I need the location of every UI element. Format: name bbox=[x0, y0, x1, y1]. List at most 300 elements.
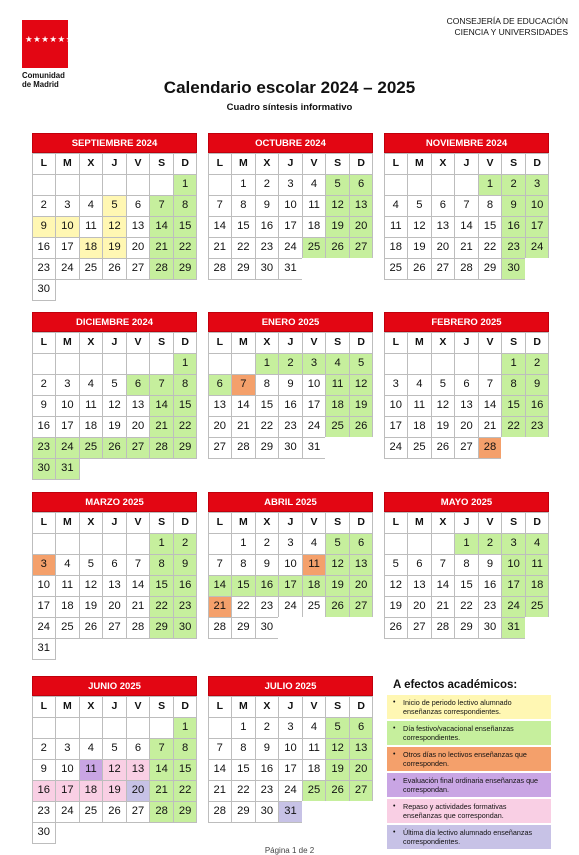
empty-day-cell bbox=[407, 533, 432, 555]
month-calendar bbox=[384, 492, 549, 638]
day-cell: 28 bbox=[149, 437, 174, 459]
bullet-icon: • bbox=[393, 751, 396, 758]
day-cell: 13 bbox=[126, 216, 151, 238]
day-cell: 11 bbox=[55, 575, 80, 597]
weekday-header: X bbox=[255, 153, 280, 175]
day-cell: 10 bbox=[278, 554, 303, 576]
day-cell: 8 bbox=[149, 554, 174, 576]
day-cell: 19 bbox=[79, 596, 104, 618]
empty-day-cell bbox=[302, 258, 327, 280]
day-cell: 26 bbox=[325, 596, 350, 618]
day-cell: 22 bbox=[231, 780, 256, 802]
day-cell: 21 bbox=[478, 416, 503, 438]
day-cell: 15 bbox=[173, 395, 198, 417]
empty-day-cell bbox=[208, 533, 233, 555]
weekday-header: J bbox=[278, 153, 303, 175]
day-cell: 1 bbox=[149, 533, 174, 555]
month-grid bbox=[384, 153, 549, 279]
day-cell: 23 bbox=[525, 416, 550, 438]
day-cell: 31 bbox=[501, 617, 526, 639]
day-cell: 15 bbox=[173, 759, 198, 781]
legend-title: A efectos académicos: bbox=[393, 679, 518, 691]
day-cell: 29 bbox=[173, 258, 198, 280]
day-cell: 24 bbox=[525, 237, 550, 259]
day-cell: 17 bbox=[525, 216, 550, 238]
month-grid bbox=[208, 512, 373, 638]
weekday-header: J bbox=[102, 696, 127, 718]
legend-item bbox=[387, 747, 551, 771]
empty-day-cell bbox=[501, 437, 526, 459]
day-cell: 21 bbox=[208, 237, 233, 259]
weekday-header: X bbox=[255, 332, 280, 354]
day-cell: 6 bbox=[102, 554, 127, 576]
day-cell: 27 bbox=[431, 258, 456, 280]
empty-day-cell bbox=[55, 717, 80, 739]
day-cell: 8 bbox=[255, 374, 280, 396]
day-cell: 18 bbox=[302, 575, 327, 597]
bullet-icon: • bbox=[393, 777, 396, 784]
logo-text-line2: de Madrid bbox=[22, 80, 59, 89]
day-cell: 17 bbox=[501, 575, 526, 597]
day-cell: 10 bbox=[32, 575, 57, 597]
day-cell: 15 bbox=[231, 575, 256, 597]
day-cell: 8 bbox=[173, 195, 198, 217]
day-cell: 2 bbox=[255, 717, 280, 739]
logo-stars-icon: ★★★★★★★ bbox=[25, 34, 82, 44]
day-cell: 12 bbox=[407, 216, 432, 238]
day-cell: 27 bbox=[349, 780, 374, 802]
day-cell: 2 bbox=[478, 533, 503, 555]
weekday-header: L bbox=[384, 512, 409, 534]
weekday-header: L bbox=[208, 512, 233, 534]
day-cell: 28 bbox=[126, 617, 151, 639]
day-cell: 6 bbox=[454, 374, 479, 396]
day-cell: 18 bbox=[79, 237, 104, 259]
day-cell: 14 bbox=[126, 575, 151, 597]
day-cell: 19 bbox=[349, 395, 374, 417]
empty-day-cell bbox=[454, 174, 479, 196]
weekday-header: M bbox=[55, 696, 80, 718]
month-grid bbox=[32, 512, 197, 659]
empty-day-cell bbox=[32, 533, 57, 555]
weekday-header: X bbox=[79, 153, 104, 175]
day-cell: 3 bbox=[278, 533, 303, 555]
day-cell: 27 bbox=[126, 801, 151, 823]
month-title: OCTUBRE 2024 bbox=[208, 133, 373, 153]
day-cell: 10 bbox=[278, 195, 303, 217]
day-cell: 4 bbox=[325, 353, 350, 375]
day-cell: 21 bbox=[231, 416, 256, 438]
empty-day-cell bbox=[525, 258, 550, 280]
day-cell: 20 bbox=[454, 416, 479, 438]
day-cell: 9 bbox=[501, 195, 526, 217]
weekday-header: V bbox=[126, 512, 151, 534]
day-cell: 13 bbox=[126, 759, 151, 781]
day-cell: 27 bbox=[126, 258, 151, 280]
weekday-header: D bbox=[349, 153, 374, 175]
day-cell: 31 bbox=[32, 638, 57, 660]
month-title: MAYO 2025 bbox=[384, 492, 549, 512]
day-cell: 16 bbox=[32, 237, 57, 259]
day-cell: 12 bbox=[325, 195, 350, 217]
day-cell: 1 bbox=[231, 533, 256, 555]
month-title: DICIEMBRE 2024 bbox=[32, 312, 197, 332]
month-calendar bbox=[32, 133, 197, 300]
day-cell: 28 bbox=[208, 617, 233, 639]
day-cell: 24 bbox=[55, 258, 80, 280]
month-title: NOVIEMBRE 2024 bbox=[384, 133, 549, 153]
day-cell: 22 bbox=[231, 596, 256, 618]
day-cell: 5 bbox=[325, 174, 350, 196]
day-cell: 4 bbox=[302, 533, 327, 555]
day-cell: 8 bbox=[478, 195, 503, 217]
day-cell: 27 bbox=[102, 617, 127, 639]
day-cell: 12 bbox=[325, 554, 350, 576]
legend-item bbox=[387, 721, 551, 745]
day-cell: 25 bbox=[325, 416, 350, 438]
weekday-header: J bbox=[102, 332, 127, 354]
day-cell: 9 bbox=[173, 554, 198, 576]
day-cell: 17 bbox=[55, 237, 80, 259]
weekday-header: V bbox=[126, 332, 151, 354]
weekday-header: S bbox=[501, 512, 526, 534]
weekday-header: L bbox=[384, 332, 409, 354]
day-cell: 19 bbox=[102, 780, 127, 802]
day-cell: 20 bbox=[102, 596, 127, 618]
month-calendar bbox=[32, 492, 197, 659]
day-cell: 31 bbox=[278, 258, 303, 280]
day-cell: 22 bbox=[231, 237, 256, 259]
day-cell: 16 bbox=[32, 780, 57, 802]
day-cell: 25 bbox=[55, 617, 80, 639]
empty-day-cell bbox=[126, 174, 151, 196]
day-cell: 30 bbox=[255, 801, 280, 823]
month-calendar bbox=[32, 312, 197, 479]
weekday-header: D bbox=[525, 332, 550, 354]
day-cell: 26 bbox=[431, 437, 456, 459]
weekday-header: L bbox=[32, 696, 57, 718]
empty-day-cell bbox=[208, 174, 233, 196]
legend-item-text: Evaluación final ordinaria enseñanzas que correspondan. bbox=[403, 776, 539, 794]
bullet-icon: • bbox=[393, 699, 396, 706]
day-cell: 28 bbox=[149, 258, 174, 280]
day-cell: 11 bbox=[325, 374, 350, 396]
weekday-header: S bbox=[501, 153, 526, 175]
empty-day-cell bbox=[208, 717, 233, 739]
weekday-header: S bbox=[149, 332, 174, 354]
day-cell: 16 bbox=[255, 759, 280, 781]
day-cell: 2 bbox=[278, 353, 303, 375]
empty-day-cell bbox=[384, 533, 409, 555]
day-cell: 10 bbox=[55, 216, 80, 238]
day-cell: 13 bbox=[349, 554, 374, 576]
weekday-header: J bbox=[102, 512, 127, 534]
day-cell: 19 bbox=[102, 237, 127, 259]
day-cell: 1 bbox=[173, 717, 198, 739]
legend-item-text: Otros días no lectivos enseñanzas que corresponden. bbox=[403, 750, 527, 768]
day-cell: 26 bbox=[325, 780, 350, 802]
day-cell: 1 bbox=[255, 353, 280, 375]
day-cell: 27 bbox=[407, 617, 432, 639]
day-cell: 29 bbox=[231, 801, 256, 823]
month-title: JULIO 2025 bbox=[208, 676, 373, 696]
day-cell: 24 bbox=[384, 437, 409, 459]
empty-day-cell bbox=[55, 353, 80, 375]
day-cell: 23 bbox=[255, 596, 280, 618]
day-cell: 3 bbox=[501, 533, 526, 555]
day-cell: 2 bbox=[255, 174, 280, 196]
weekday-header: M bbox=[407, 332, 432, 354]
day-cell: 3 bbox=[384, 374, 409, 396]
day-cell: 1 bbox=[231, 174, 256, 196]
day-cell: 20 bbox=[349, 759, 374, 781]
day-cell: 14 bbox=[208, 575, 233, 597]
day-cell: 18 bbox=[55, 596, 80, 618]
weekday-header: J bbox=[278, 696, 303, 718]
day-cell: 5 bbox=[431, 374, 456, 396]
page-footer: Página 1 de 2 bbox=[264, 846, 315, 855]
day-cell: 17 bbox=[55, 416, 80, 438]
day-cell: 11 bbox=[525, 554, 550, 576]
empty-day-cell bbox=[325, 617, 350, 639]
day-cell: 15 bbox=[231, 216, 256, 238]
day-cell: 3 bbox=[55, 195, 80, 217]
day-cell: 7 bbox=[149, 195, 174, 217]
day-cell: 3 bbox=[32, 554, 57, 576]
weekday-header: V bbox=[302, 696, 327, 718]
day-cell: 14 bbox=[149, 395, 174, 417]
weekday-header: L bbox=[208, 153, 233, 175]
day-cell: 25 bbox=[302, 596, 327, 618]
legend-items bbox=[387, 695, 551, 849]
day-cell: 20 bbox=[126, 237, 151, 259]
month-calendar bbox=[208, 492, 373, 638]
day-cell: 31 bbox=[278, 801, 303, 823]
day-cell: 10 bbox=[278, 738, 303, 760]
day-cell: 23 bbox=[255, 237, 280, 259]
day-cell: 19 bbox=[102, 416, 127, 438]
weekday-header: S bbox=[325, 512, 350, 534]
month-grid bbox=[384, 512, 549, 638]
day-cell: 3 bbox=[55, 374, 80, 396]
empty-day-cell bbox=[126, 717, 151, 739]
weekday-header: J bbox=[454, 512, 479, 534]
weekday-header: L bbox=[32, 512, 57, 534]
day-cell: 4 bbox=[79, 738, 104, 760]
weekday-header: V bbox=[126, 696, 151, 718]
month-grid bbox=[384, 332, 549, 458]
day-cell: 11 bbox=[79, 216, 104, 238]
month-calendar bbox=[384, 312, 549, 458]
day-cell: 22 bbox=[173, 416, 198, 438]
day-cell: 27 bbox=[126, 437, 151, 459]
legend-item bbox=[387, 799, 551, 823]
page-subtitle: Cuadro síntesis informativo bbox=[226, 102, 353, 113]
day-cell: 12 bbox=[384, 575, 409, 597]
empty-day-cell bbox=[32, 353, 57, 375]
day-cell: 4 bbox=[79, 374, 104, 396]
legend-item-text: Día festivo/vacacional enseñanzas correspondientes. bbox=[403, 724, 514, 742]
day-cell: 5 bbox=[384, 554, 409, 576]
empty-day-cell bbox=[302, 617, 327, 639]
weekday-header: V bbox=[126, 153, 151, 175]
day-cell: 6 bbox=[126, 195, 151, 217]
legend-item-text: Inicio de periodo lectivo alumnado enseñanzas correspondientes. bbox=[403, 698, 512, 716]
bullet-icon: • bbox=[393, 829, 396, 836]
day-cell: 3 bbox=[525, 174, 550, 196]
weekday-header: M bbox=[55, 153, 80, 175]
bullet-icon: • bbox=[393, 725, 396, 732]
day-cell: 10 bbox=[384, 395, 409, 417]
day-cell: 19 bbox=[384, 596, 409, 618]
month-grid bbox=[208, 153, 373, 279]
month-grid bbox=[32, 332, 197, 479]
day-cell: 26 bbox=[102, 437, 127, 459]
empty-day-cell bbox=[278, 617, 303, 639]
day-cell: 7 bbox=[149, 738, 174, 760]
legend-item-text: Repaso y actividades formativas enseñanzas que correspondan. bbox=[403, 802, 507, 820]
day-cell: 30 bbox=[278, 437, 303, 459]
empty-day-cell bbox=[325, 258, 350, 280]
day-cell: 23 bbox=[32, 258, 57, 280]
day-cell: 20 bbox=[126, 416, 151, 438]
day-cell: 8 bbox=[231, 195, 256, 217]
day-cell: 7 bbox=[126, 554, 151, 576]
day-cell: 27 bbox=[454, 437, 479, 459]
weekday-header: M bbox=[231, 512, 256, 534]
day-cell: 20 bbox=[349, 216, 374, 238]
day-cell: 15 bbox=[231, 759, 256, 781]
day-cell: 21 bbox=[454, 237, 479, 259]
empty-day-cell bbox=[407, 353, 432, 375]
day-cell: 21 bbox=[208, 596, 233, 618]
day-cell: 20 bbox=[349, 575, 374, 597]
day-cell: 28 bbox=[431, 617, 456, 639]
day-cell: 2 bbox=[255, 533, 280, 555]
day-cell: 19 bbox=[325, 759, 350, 781]
day-cell: 24 bbox=[278, 237, 303, 259]
day-cell: 27 bbox=[208, 437, 233, 459]
day-cell: 11 bbox=[302, 195, 327, 217]
day-cell: 15 bbox=[255, 395, 280, 417]
day-cell: 5 bbox=[102, 374, 127, 396]
empty-day-cell bbox=[102, 533, 127, 555]
day-cell: 17 bbox=[32, 596, 57, 618]
day-cell: 8 bbox=[231, 554, 256, 576]
day-cell: 9 bbox=[255, 195, 280, 217]
day-cell: 28 bbox=[231, 437, 256, 459]
day-cell: 13 bbox=[431, 216, 456, 238]
consejeria-line2: CIENCIA Y UNIVERSIDADES bbox=[454, 27, 568, 37]
day-cell: 7 bbox=[431, 554, 456, 576]
day-cell: 25 bbox=[302, 780, 327, 802]
weekday-header: J bbox=[278, 332, 303, 354]
day-cell: 18 bbox=[325, 395, 350, 417]
day-cell: 13 bbox=[454, 395, 479, 417]
day-cell: 11 bbox=[407, 395, 432, 417]
month-calendar bbox=[208, 312, 373, 458]
day-cell: 14 bbox=[454, 216, 479, 238]
day-cell: 6 bbox=[349, 174, 374, 196]
weekday-header: D bbox=[173, 153, 198, 175]
month-title: SEPTIEMBRE 2024 bbox=[32, 133, 197, 153]
day-cell: 23 bbox=[478, 596, 503, 618]
day-cell: 23 bbox=[32, 801, 57, 823]
day-cell: 23 bbox=[278, 416, 303, 438]
day-cell: 10 bbox=[525, 195, 550, 217]
day-cell: 29 bbox=[231, 617, 256, 639]
day-cell: 17 bbox=[278, 216, 303, 238]
empty-day-cell bbox=[431, 174, 456, 196]
day-cell: 5 bbox=[407, 195, 432, 217]
empty-day-cell bbox=[384, 353, 409, 375]
weekday-header: S bbox=[325, 696, 350, 718]
day-cell: 9 bbox=[525, 374, 550, 396]
day-cell: 24 bbox=[302, 416, 327, 438]
month-grid bbox=[208, 696, 373, 822]
day-cell: 14 bbox=[208, 759, 233, 781]
weekday-header: M bbox=[55, 332, 80, 354]
day-cell: 7 bbox=[231, 374, 256, 396]
day-cell: 28 bbox=[454, 258, 479, 280]
day-cell: 26 bbox=[325, 237, 350, 259]
weekday-header: V bbox=[302, 512, 327, 534]
day-cell: 23 bbox=[255, 780, 280, 802]
day-cell: 14 bbox=[149, 759, 174, 781]
day-cell: 4 bbox=[407, 374, 432, 396]
day-cell: 26 bbox=[407, 258, 432, 280]
day-cell: 3 bbox=[302, 353, 327, 375]
day-cell: 31 bbox=[55, 458, 80, 480]
day-cell: 25 bbox=[79, 437, 104, 459]
day-cell: 19 bbox=[325, 216, 350, 238]
day-cell: 9 bbox=[32, 759, 57, 781]
day-cell: 15 bbox=[149, 575, 174, 597]
empty-day-cell bbox=[525, 617, 550, 639]
weekday-header: X bbox=[431, 512, 456, 534]
weekday-header: D bbox=[173, 696, 198, 718]
day-cell: 16 bbox=[32, 416, 57, 438]
day-cell: 22 bbox=[173, 237, 198, 259]
weekday-header: X bbox=[79, 696, 104, 718]
day-cell: 17 bbox=[384, 416, 409, 438]
day-cell: 16 bbox=[278, 395, 303, 417]
weekday-header: L bbox=[32, 332, 57, 354]
day-cell: 4 bbox=[384, 195, 409, 217]
comunidad-madrid-logo bbox=[22, 20, 82, 68]
day-cell: 24 bbox=[32, 617, 57, 639]
day-cell: 3 bbox=[55, 738, 80, 760]
day-cell: 16 bbox=[501, 216, 526, 238]
day-cell: 21 bbox=[126, 596, 151, 618]
day-cell: 1 bbox=[478, 174, 503, 196]
empty-day-cell bbox=[349, 617, 374, 639]
day-cell: 4 bbox=[525, 533, 550, 555]
weekday-header: X bbox=[255, 696, 280, 718]
consejeria-line1: CONSEJERÍA DE EDUCACIÓN bbox=[446, 16, 568, 26]
month-title: FEBRERO 2025 bbox=[384, 312, 549, 332]
day-cell: 9 bbox=[278, 374, 303, 396]
day-cell: 29 bbox=[149, 617, 174, 639]
weekday-header: D bbox=[525, 512, 550, 534]
weekday-header: V bbox=[478, 512, 503, 534]
consejeria-header bbox=[447, 16, 568, 38]
day-cell: 13 bbox=[349, 195, 374, 217]
day-cell: 24 bbox=[278, 596, 303, 618]
day-cell: 15 bbox=[173, 216, 198, 238]
day-cell: 18 bbox=[407, 416, 432, 438]
day-cell: 23 bbox=[501, 237, 526, 259]
